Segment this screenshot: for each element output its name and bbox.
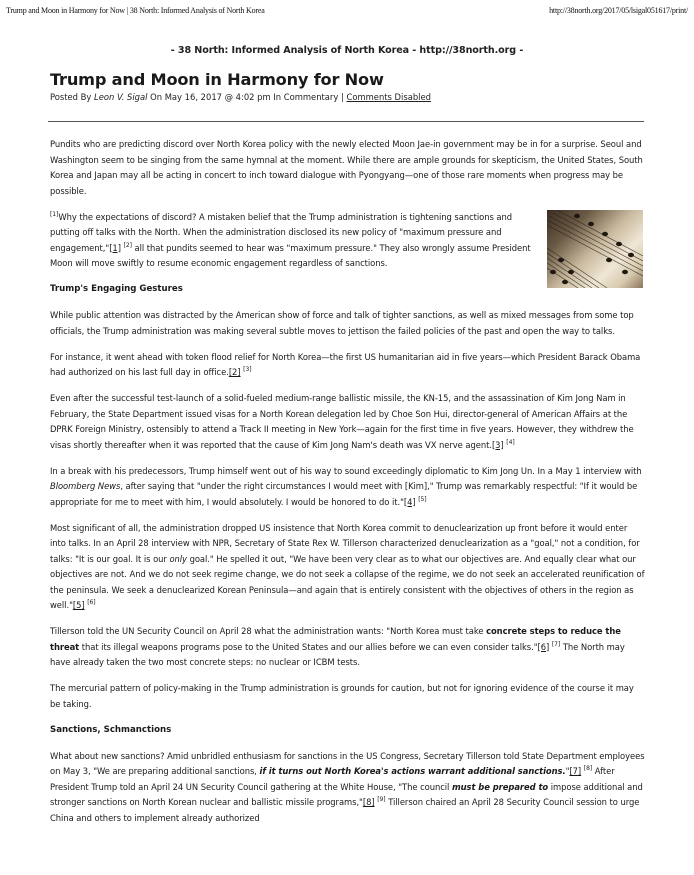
emphasis-text: must be prepared to (451, 781, 549, 792)
section-heading-gestures: Trump's Engaging Gestures (50, 284, 183, 294)
paragraph-text: Most significant of all, the administration dropped US insistence that North Korea commit to denuclearization up front before it would enter into talks. In an April 28 interview with NPR, Secretary of State Rex W. Tillerson characterized denuclearization as a "goal," not a condition, for talks: "It is our goal. It is our (50, 522, 640, 564)
paragraph-text: Tillerson chaired an April 28 Security Council session to urge China and others to implement already authorized (50, 797, 640, 823)
paragraph-text: What about new sanctions? Amid unbridled enthusiasm for sanctions in the US Congress, Secretary Tillerson told State Department employees on May 3, "We are preparing additional sanctions, (50, 750, 645, 776)
footnote-marker: [2] (123, 241, 132, 249)
paragraph-text: " (565, 766, 570, 776)
footnote-link[interactable]: [2] (228, 367, 241, 377)
paragraph-mercurial: The mercurial pattern of policy-making in the Trump administration is grounds for caution, but not for ignoring evidence of the course it may be taking. (50, 683, 634, 709)
article-body (50, 137, 645, 826)
paragraph-attention: While public attention was distracted by the American show of force and talk of tighter sanctions, as well as mixed messages from some top officials, the Trump administration was making several subtle moves to jettison the failed policies of the past and open the way to talks. (50, 310, 634, 336)
print-header (6, 6, 688, 18)
footnote-marker: [4] (506, 438, 515, 446)
article-title: Trump and Moon in Harmony for Now (50, 70, 384, 89)
paragraph-un-security-council (50, 624, 645, 671)
byline-posted-by: Posted By (50, 92, 92, 102)
footnote-marker: [3] (243, 366, 252, 373)
footnote-link[interactable]: [5] (72, 600, 85, 610)
byline-on: On (150, 92, 163, 102)
paragraph-text: Tillerson told the UN Security Council on April 28 what the administration wants: "North Korea must take (50, 626, 487, 636)
footnote-marker: [1] (50, 210, 59, 218)
print-page-title: Trump and Moon in Harmony for Now | 38 North: Informed Analysis of North Korea (6, 6, 265, 15)
paragraph-visas (50, 391, 645, 453)
byline-author: Leon V. Sigal (94, 92, 148, 102)
byline-in: In (273, 92, 282, 102)
footnote-link[interactable]: [8] (362, 797, 375, 807)
footnote-link[interactable]: [3] (491, 439, 504, 450)
footnote-marker: [9] (377, 796, 386, 803)
paragraph-text: impose additional and stronger sanctions on North Korean nuclear and ballistic missile programs," (50, 781, 643, 807)
paragraph-new-sanctions (50, 749, 645, 827)
site-line: - 38 North: Informed Analysis of North Korea - http://38north.org - (170, 45, 524, 56)
paragraph-denuclearization (50, 521, 645, 614)
paragraph-text: goal." He spelled it out, "We have been very clear as to what our objectives are. And equally clear what our objectives are not. And we do not seek regime change, we do not seek a collapse of the regime, we do not seek an accelerated reunification of the peninsula. We seek a denuclearized Korean Peninsula—and again that is entirely consistent with the objectives of others in the region as well." (50, 553, 645, 610)
sheet-music-icon (547, 210, 643, 288)
byline-date: May 16, 2017 @ 4:02 pm (164, 92, 271, 102)
section-heading-sanctions: Sanctions, Schmanctions (50, 724, 172, 735)
emphasis-text: if it turns out North Korea's actions warrant additional sanctions. (259, 766, 566, 776)
paragraph-flood-relief (50, 350, 645, 381)
paragraph-text: In a break with his predecessors, Trump himself went out of his way to sound exceedingly diplomatic to Kim Jong Un. In a May 1 interview with (50, 465, 642, 476)
paragraph-text: For instance, it went ahead with token flood relief for North Korea—the first US humanitarian aid in five years—which President Barack Obama had authorized on his last full day in office. (50, 351, 641, 377)
footnote-link[interactable]: [1] (109, 242, 121, 253)
paragraph-bloomberg (50, 464, 645, 511)
footnote-marker: [8] (583, 765, 593, 772)
footnote-marker: [7] (551, 640, 561, 648)
byline-category: Commentary (283, 92, 339, 102)
emphasis-text: concrete steps to reduce the threat (50, 626, 621, 652)
byline-separator: | (341, 92, 344, 102)
paragraph-text: , after saying that "under the right circumstances I would meet with [Kim]," Trump was remarkably respectful: "If it would be appropriate for me to meet with him, I would absolutely. I would be honored to do it." (50, 481, 638, 507)
sheet-music-image (547, 210, 643, 288)
footnote-link[interactable]: [4] (403, 496, 416, 507)
footnote-marker: [5] (418, 495, 427, 503)
paragraph-text: Even after the successful test-launch of a solid-fueled medium-range ballistic missile, the KN-15, and the assassination of Kim Jong Nam in February, the State Department issued visas for a North Korean delegation led by Choe Son Hui, director-general of American Affairs at the DPRK Foreign Ministry, ostensibly to attend a Track II meeting in New York—again for the first time in five years. However, they withdrew the visas shortly thereafter when it was reported that the cause of Kim Jong Nam's death was VX nerve agent. (50, 393, 634, 450)
paragraph-intro: Pundits who are predicting discord over North Korea policy with the newly elected Moon Jae-in government may be in for a surprise. Seoul and Washington seem to be singing from the same hymnal at the moment. While there are ample grounds for skepticism, the United States, South Korea and Japan may all be acting in concert to inch toward dialogue with Pyongyang—one of those rare moments when progress may be possible. (50, 139, 643, 196)
publication-name: Bloomberg News (50, 481, 121, 491)
footnote-link[interactable]: [7] (569, 766, 582, 776)
footnote-marker: [6] (87, 599, 96, 606)
emphasis-text: only (169, 553, 187, 564)
byline (50, 91, 645, 104)
paragraph-text: The North may have already taken the two most concrete steps: no nuclear or ICBM tests. (50, 641, 625, 667)
paragraph-text: After President Trump told an April 24 UN Security Council gathering at the White House, "The council (50, 766, 615, 792)
paragraph-text: all that pundits seemed to hear was "maximum pressure." They also wrongly assume President Moon will move swiftly to resume economic engagement regardless of sanctions. (50, 242, 531, 268)
comments-link[interactable]: Comments Disabled (346, 92, 431, 102)
print-page-url: http://38north.org/2017/05/lsigal051617/print/ (549, 6, 688, 15)
paragraph-text: that its illegal weapons programs pose to the United States and our allies before we can even consider talks." (79, 641, 538, 652)
paragraph-text: Why the expectations of discord? A mistaken belief that the Trump administration is tightening sanctions and putting off talks with the North. When the administration disclosed its new policy of "maximum pressure and engagement," (50, 211, 513, 253)
separator-line (48, 121, 644, 122)
footnote-link[interactable]: [6] (537, 641, 550, 652)
article (50, 70, 645, 837)
